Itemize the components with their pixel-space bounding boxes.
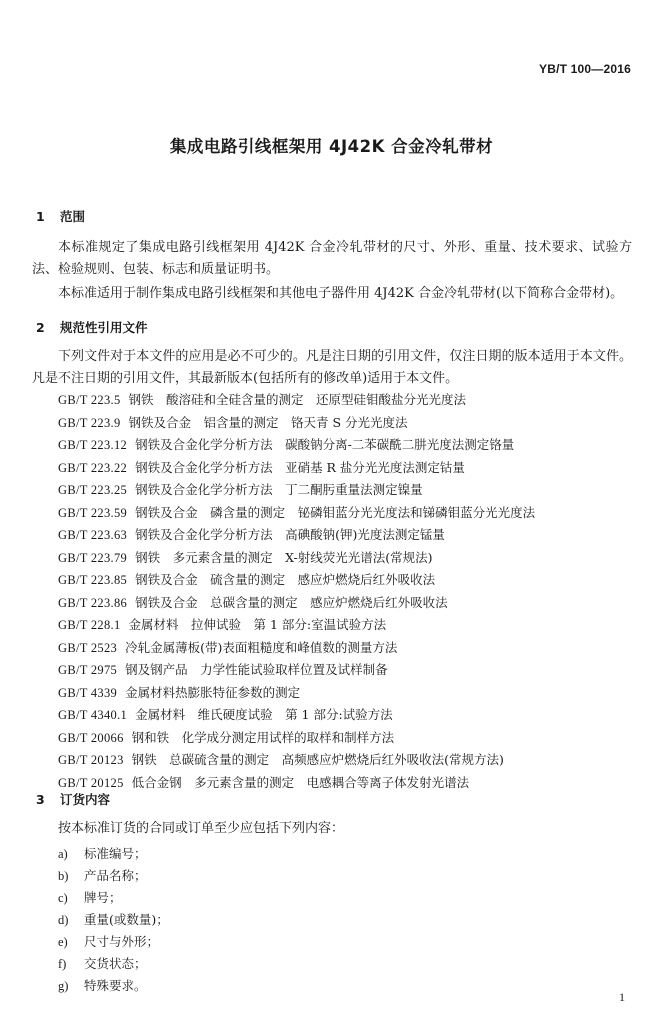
reference-code: GB/T 20066 [58, 730, 124, 745]
list-item-text: 标准编号； [84, 846, 147, 861]
section-2-heading [36, 318, 148, 336]
reference-item [58, 479, 638, 502]
reference-item [58, 772, 638, 795]
reference-title: 钢铁及合金 总碳含量的测定 感应炉燃烧后红外吸收法 [135, 594, 448, 610]
list-item-text: 交货状态； [84, 956, 147, 971]
reference-title: 钢铁及合金化学分析方法 高碘酸钠(钾)光度法测定锰量 [135, 527, 445, 542]
scope-paragraph-1: 本标准规定了集成电路引线框架用 4J42K 合金冷轧带材的尺寸、外形、重量、技术要求、试验方法、检验规则、包装、标志和质量证明书。 [32, 240, 632, 277]
reference-title: 冷轧金属薄板(带)表面粗糙度和峰值数的测量方法 [125, 639, 398, 655]
reference-title: 钢铁及合金化学分析方法 亚硝基 R 盐分光光度法测定钴量 [135, 459, 465, 475]
reference-title: 金属材料 拉伸试验 第 1 部分:室温试验方法 [128, 617, 387, 632]
reference-code: GB/T 223.5 [58, 393, 121, 407]
reference-title: 钢铁 总碳硫含量的测定 高频感应炉燃烧后红外吸收法(常规方法) [131, 752, 504, 767]
section-number: 3 [36, 792, 45, 807]
reference-title: 金属材料热膨胀特征参数的测定 [125, 684, 301, 700]
reference-item [58, 412, 638, 435]
reference-title: 钢铁及合金化学分析方法 丁二酮肟重量法测定镍量 [135, 482, 423, 497]
reference-code: GB/T 4339 [58, 685, 118, 700]
list-item-text: 尺寸与外形； [84, 934, 160, 949]
reference-code: GB/T 223.79 [58, 550, 128, 565]
reference-code: GB/T 223.12 [58, 438, 128, 452]
page-number: 1 [619, 990, 625, 1004]
reference-code: GB/T 223.85 [58, 573, 128, 587]
reference-title: 钢和铁 化学成分测定用试样的取样和制样方法 [131, 729, 395, 745]
list-item [58, 843, 618, 865]
reference-item [58, 637, 638, 660]
reference-title: 钢及钢产品 力学性能试验取样位置及试样制备 [125, 662, 388, 677]
reference-item [58, 592, 638, 615]
normative-refs-paragraph: 下列文件对于本文件的应用是必不可少的。凡是注日期的引用文件，仅注日期的版本适用于本文件。凡是不注日期的引用文件，其最新版本(包括所有的修改单)适用于本文件。 [32, 349, 632, 386]
reference-list [58, 389, 638, 794]
reference-item [58, 457, 638, 480]
section-number: 2 [36, 320, 45, 335]
reference-item [58, 682, 638, 705]
reference-code: GB/T 228.1 [58, 618, 121, 632]
reference-code: GB/T 223.25 [58, 483, 128, 497]
list-item-text: 产品名称； [84, 868, 147, 883]
reference-code: GB/T 223.86 [58, 595, 128, 610]
list-item-label: g) [58, 979, 69, 993]
reference-item [58, 659, 638, 682]
reference-item [58, 749, 638, 772]
list-item-label: f) [58, 957, 67, 971]
scope-paragraph-2: 本标准适用于制作集成电路引线框架和其他电子器件用 4J42K 合金冷轧带材(以下简称合金带材)。 [58, 286, 624, 301]
order-intro-paragraph: 按本标准订货的合同或订单至少应包括下列内容： [58, 821, 345, 836]
reference-code: GB/T 223.9 [58, 415, 121, 430]
section-1-heading [36, 207, 85, 225]
list-item [58, 931, 618, 953]
section-title: 订货内容 [60, 792, 111, 807]
reference-item [58, 434, 638, 457]
reference-item [58, 569, 638, 592]
list-item [58, 975, 618, 997]
document-title: 集成电路引线框架用 4J42K 合金冷轧带材 [169, 137, 494, 156]
reference-title: 钢铁及合金 硫含量的测定 感应炉燃烧后红外吸收法 [135, 572, 436, 587]
list-item-label: a) [58, 847, 68, 861]
order-content-list [58, 843, 618, 997]
section-number: 1 [36, 209, 45, 224]
list-item [58, 887, 618, 909]
reference-code: GB/T 20123 [58, 753, 124, 767]
list-item-label: d) [58, 913, 69, 927]
section-title: 范围 [60, 209, 86, 224]
reference-code: GB/T 2975 [58, 663, 118, 677]
reference-code: GB/T 4340.1 [58, 708, 128, 722]
reference-item [58, 727, 638, 750]
reference-item [58, 547, 638, 570]
document-code: YB/T 100—2016 [539, 62, 631, 76]
list-item [58, 865, 618, 887]
reference-title: 钢铁 酸溶硅和全硅含量的测定 还原型硅钼酸盐分光光度法 [128, 392, 467, 407]
reference-item [58, 524, 638, 547]
reference-code: GB/T 223.59 [58, 505, 128, 520]
list-item-label: c) [58, 891, 68, 905]
list-item [58, 909, 618, 931]
reference-code: GB/T 223.22 [58, 460, 128, 475]
reference-code: GB/T 2523 [58, 640, 118, 655]
section-3-heading [36, 790, 110, 808]
reference-title: 钢铁及合金 铝含量的测定 铬天青 S 分光光度法 [128, 414, 408, 430]
reference-title: 钢铁及合金化学分析方法 碳酸钠分离-二苯碳酰二肼光度法测定铬量 [135, 437, 515, 452]
reference-title: 金属材料 维氏硬度试验 第 1 部分:试验方法 [135, 707, 393, 722]
list-item-label: e) [58, 935, 68, 949]
list-item-label: b) [58, 869, 69, 883]
reference-item [58, 614, 638, 637]
list-item-text: 牌号； [84, 890, 122, 905]
list-item-text: 特殊要求。 [84, 978, 147, 993]
reference-item [58, 704, 638, 727]
reference-code: GB/T 20125 [58, 775, 124, 790]
list-item [58, 953, 618, 975]
reference-title: 钢铁 多元素含量的测定 X-射线荧光光谱法(常规法) [135, 549, 433, 565]
reference-title: 低合金钢 多元素含量的测定 电感耦合等离子体发射光谱法 [131, 774, 470, 790]
reference-item [58, 502, 638, 525]
reference-title: 钢铁及合金 磷含量的测定 铋磷钼蓝分光光度法和锑磷钼蓝分光光度法 [135, 504, 536, 520]
list-item-text: 重量(或数量)； [84, 912, 169, 927]
section-title: 规范性引用文件 [60, 320, 148, 335]
reference-item [58, 389, 638, 412]
reference-code: GB/T 223.63 [58, 528, 128, 542]
